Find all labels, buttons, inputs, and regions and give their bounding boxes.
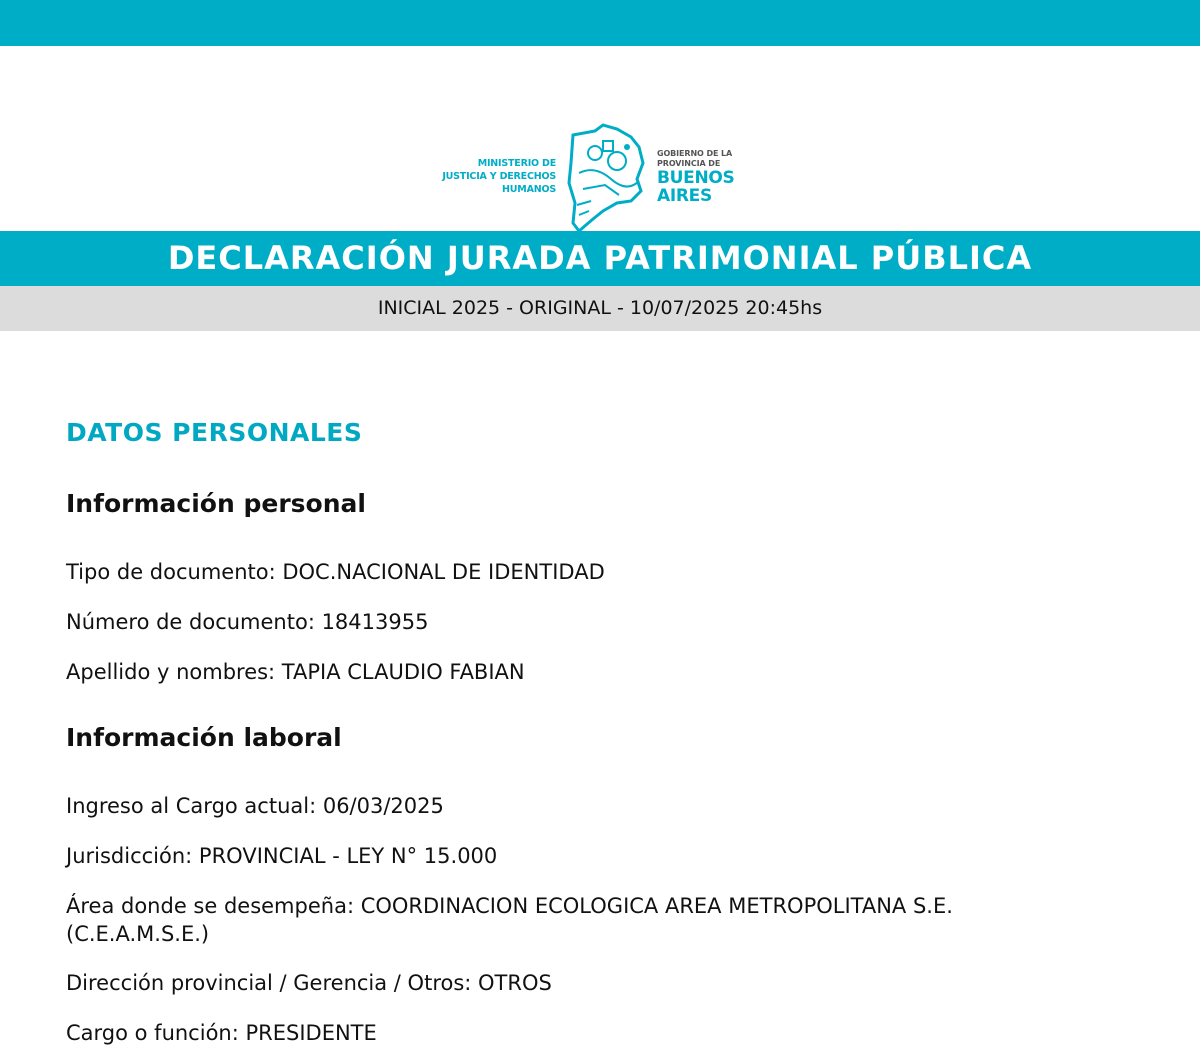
field-position: Cargo o función: PRESIDENTE <box>66 1021 377 1045</box>
labor-info-heading: Información laboral <box>66 723 342 752</box>
province-map-icon <box>565 123 647 233</box>
gov-big-line: AIRES <box>657 186 712 206</box>
gov-big-line: BUENOS <box>657 168 735 188</box>
field-direction: Dirección provincial / Gerencia / Otros: OTROS <box>66 971 552 995</box>
document-title: DECLARACIÓN JURADA PATRIMONIAL PÚBLICA <box>0 231 1200 286</box>
personal-info-heading: Información personal <box>66 489 366 518</box>
field-area: Área donde se desempeña: COORDINACION ECOLOGICA AREA METROPOLITANA S.E. (C.E.A.M.S.E.) <box>66 894 953 946</box>
gov-line: PROVINCIA DE <box>657 159 721 168</box>
ministry-line: MINISTERIO DE <box>477 158 556 169</box>
logo-header <box>0 46 1200 231</box>
field-start-date: Ingreso al Cargo actual: 06/03/2025 <box>66 794 444 818</box>
gov-line: GOBIERNO DE LA <box>657 149 733 158</box>
field-jurisdiction: Jurisdicción: PROVINCIAL - LEY N° 15.000 <box>66 844 498 868</box>
field-document-type: Tipo de documento: DOC.NACIONAL DE IDENTIDAD <box>66 560 605 584</box>
top-bar <box>0 0 1200 46</box>
ministry-logo-text <box>420 157 556 196</box>
ministry-line: JUSTICIA Y DERECHOS <box>442 171 556 182</box>
province-logo-text <box>657 149 735 205</box>
section-title: DATOS PERSONALES <box>66 418 363 447</box>
document-subtitle: INICIAL 2025 - ORIGINAL - 10/07/2025 20:45hs <box>0 286 1200 331</box>
field-full-name: Apellido y nombres: TAPIA CLAUDIO FABIAN <box>66 660 525 684</box>
ministry-line: HUMANOS <box>502 184 556 195</box>
field-document-number: Número de documento: 18413955 <box>66 610 429 634</box>
